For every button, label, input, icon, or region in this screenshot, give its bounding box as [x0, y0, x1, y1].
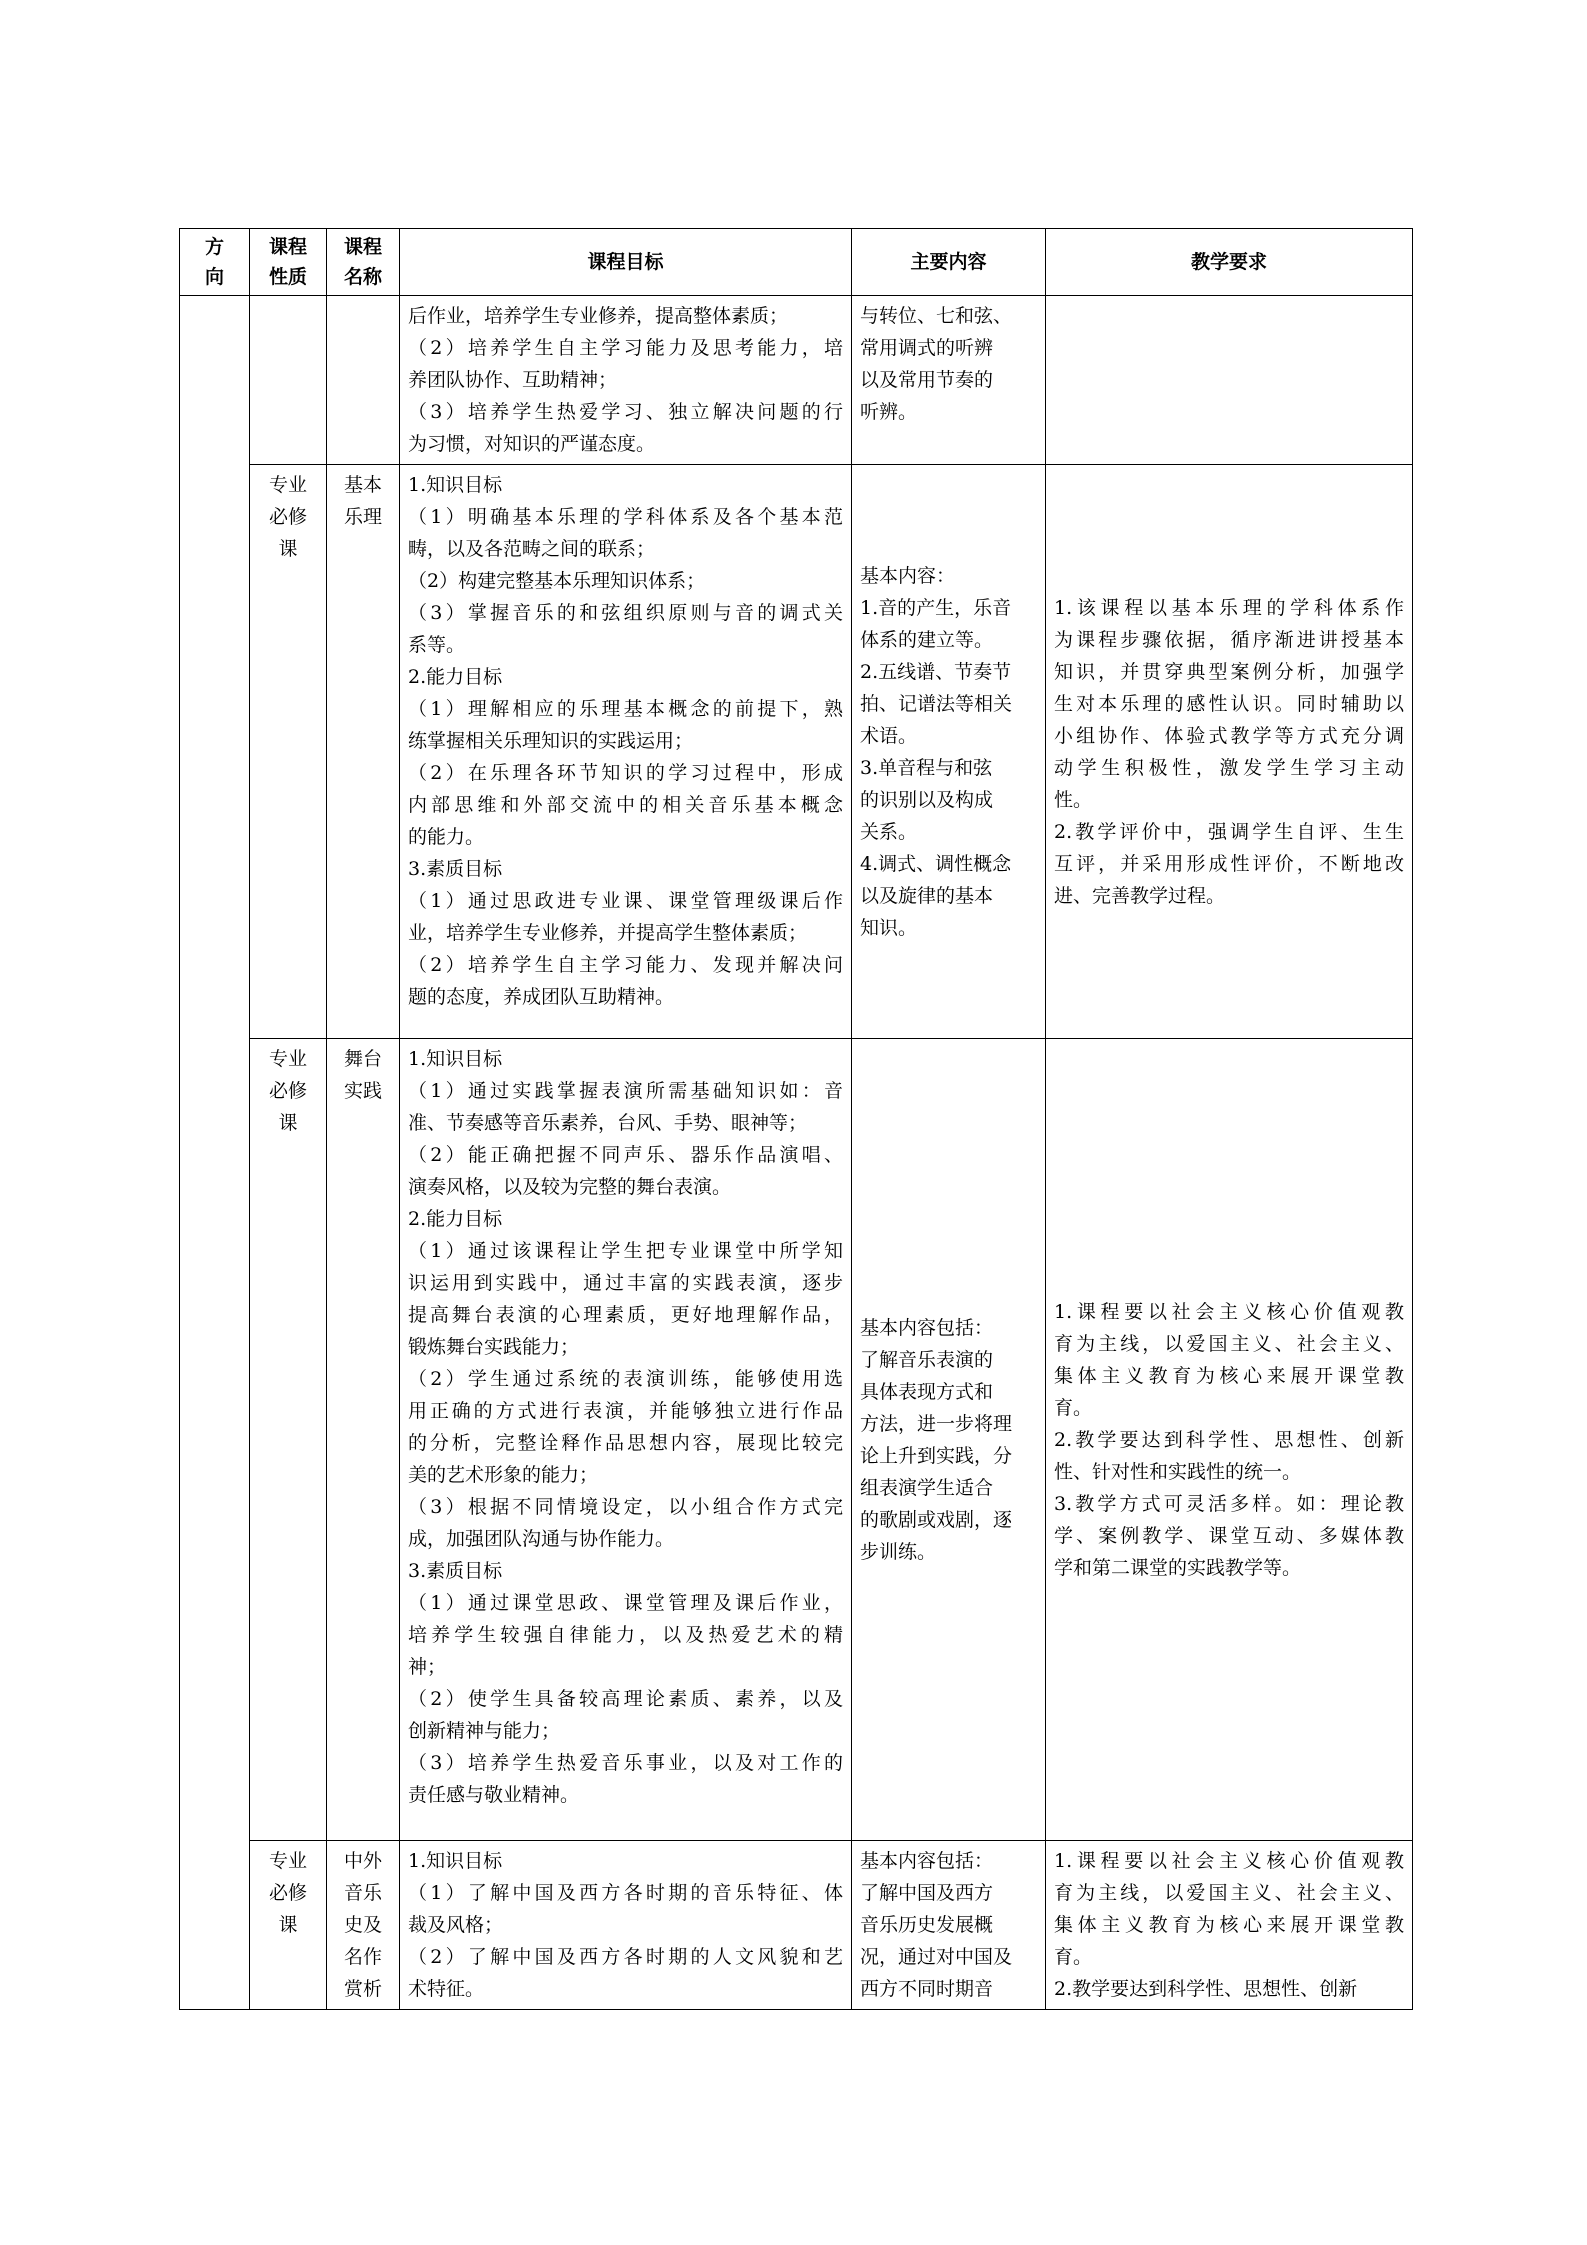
goal-line: 美的艺术形象的能力； — [408, 1464, 599, 1486]
content-line: 以及常用节奏的 — [860, 369, 994, 391]
goal-line: 业，培养学生专业修养，并提高学生整体素质； — [408, 922, 808, 944]
content-line: 知识。 — [860, 916, 918, 939]
header-direction — [180, 229, 250, 296]
content-line: 基本内容包括： — [860, 1316, 994, 1339]
goal-line: （3）根据不同情境设定，以小组合作方式完 — [408, 1496, 843, 1518]
requirement-line: 2.教学评价中，强调学生自评、生生 — [1054, 820, 1404, 843]
nature-line: 课 — [278, 538, 298, 560]
content-line: 与转位、七和弦、 — [860, 305, 1013, 327]
goal-cell — [400, 1841, 852, 2010]
goal-line: 1.知识目标 — [408, 474, 503, 496]
course-name-cell — [327, 1039, 400, 1841]
content-line: 音乐历史发展概 — [860, 1914, 994, 1936]
requirement-cell — [1046, 296, 1413, 465]
requirement-cell — [1046, 465, 1413, 1039]
requirement-line: 为课程步骤依据，循序渐进讲授基本 — [1054, 628, 1404, 651]
requirement-line: 生对本乐理的感性认识。同时辅助以 — [1054, 692, 1404, 715]
goal-line: （1）通过思政进专业课、课堂管理级课后作 — [408, 890, 843, 912]
requirement-line: 性、针对性和实践性的统一。 — [1054, 1460, 1302, 1483]
nature-line: 必修 — [268, 506, 307, 528]
goal-line: 锻炼舞台实践能力； — [408, 1336, 580, 1358]
course-name-cell — [327, 296, 400, 465]
goal-line: 创新精神与能力； — [408, 1720, 561, 1742]
nature-line: 必修 — [268, 1882, 307, 1904]
requirement-line: 2.教学要达到科学性、思想性、创新 — [1054, 1978, 1358, 2000]
content-cell — [852, 465, 1046, 1039]
nature-cell — [250, 296, 327, 465]
header-goal: 课程目标 — [400, 229, 852, 296]
goal-line: 成，加强团队沟通与协作能力。 — [408, 1528, 675, 1550]
goal-line: 责任感与敬业精神。 — [408, 1784, 580, 1806]
header-requirement: 教学要求 — [1046, 229, 1413, 296]
content-line: 3.单音程与和弦 — [860, 756, 993, 779]
requirement-line: 小组协作、体验式教学等方式充分调 — [1054, 724, 1404, 747]
requirement-line: 集体主义教育为核心来展开课堂教 — [1054, 1914, 1404, 1936]
goal-line: 题的态度，养成团队互助精神。 — [408, 986, 675, 1008]
goal-line: 神； — [408, 1656, 447, 1678]
content-line: 步训练。 — [860, 1540, 937, 1563]
goal-line: 后作业，培养学生专业修养，提高整体素质； — [408, 305, 789, 327]
goal-line: 识运用到实践中，通过丰富的实践表演，逐步 — [408, 1272, 843, 1294]
goal-line: 2.能力目标 — [408, 666, 503, 688]
requirement-cell — [1046, 1039, 1413, 1841]
goal-line: （1）明确基本乐理的学科体系及各个基本范 — [408, 506, 843, 528]
requirement-line: 进、完善教学过程。 — [1054, 884, 1226, 907]
header-name-line: 名称 — [343, 266, 382, 288]
goal-line: 为习惯，对知识的严谨态度。 — [408, 433, 656, 455]
content-line: 拍、记谱法等相关 — [860, 692, 1013, 715]
goal-cell — [400, 465, 852, 1039]
requirement-line: 育。 — [1054, 1396, 1093, 1419]
goal-line: 养团队协作、互助精神； — [408, 369, 618, 391]
requirement-line: 1.该课程以基本乐理的学科体系作 — [1054, 596, 1404, 619]
goal-line: （2）构建完整基本乐理知识体系； — [408, 570, 706, 592]
content-line: 基本内容： — [860, 564, 956, 587]
name-line: 赏析 — [343, 1978, 382, 2000]
name-line: 史及 — [343, 1914, 382, 1936]
goal-line: 提高舞台表演的心理素质，更好地理解作品， — [408, 1304, 843, 1326]
goal-line: 内部思维和外部交流中的相关音乐基本概念 — [408, 794, 843, 816]
goal-line: （1）理解相应的乐理基本概念的前提下，熟 — [408, 698, 843, 720]
goal-line: 系等。 — [408, 634, 466, 656]
requirement-line: 集体主义教育为核心来展开课堂教 — [1054, 1364, 1404, 1387]
requirement-line: 3.教学方式可灵活多样。如：理论教 — [1054, 1492, 1404, 1515]
goal-line: 3.素质目标 — [408, 858, 503, 880]
goal-line: 培养学生较强自律能力，以及热爱艺术的精 — [408, 1624, 843, 1646]
header-nature — [250, 229, 327, 296]
content-cell — [852, 296, 1046, 465]
content-line: 听辨。 — [860, 401, 918, 423]
course-name-cell — [327, 1841, 400, 2010]
goal-line: （3）掌握音乐的和弦组织原则与音的调式关 — [408, 602, 843, 624]
goal-line: 准、节奏感等音乐素养，台风、手势、眼神等； — [408, 1112, 808, 1134]
content-line: 4.调式、调性概念 — [860, 852, 1012, 875]
content-cell — [852, 1039, 1046, 1841]
goal-line: （1）通过该课程让学生把专业课堂中所学知 — [408, 1240, 843, 1262]
content-line: 西方不同时期音 — [860, 1978, 994, 2000]
goal-line: （1）了解中国及西方各时期的音乐特征、体 — [408, 1882, 843, 1904]
nature-line: 课 — [278, 1914, 298, 1936]
goal-line: 3.素质目标 — [408, 1560, 503, 1582]
nature-line: 专业 — [268, 474, 307, 496]
content-cell — [852, 1841, 1046, 2010]
requirement-line: 育为主线，以爱国主义、社会主义、 — [1054, 1332, 1404, 1355]
header-row — [180, 229, 1413, 296]
content-line: 的识别以及构成 — [860, 788, 994, 811]
goal-line: 1.知识目标 — [408, 1850, 503, 1872]
name-line: 中外 — [343, 1850, 382, 1872]
requirement-line: 动学生积极性，激发学生学习主动 — [1054, 756, 1404, 779]
goal-line: 术特征。 — [408, 1978, 485, 2000]
goal-line: （1）通过实践掌握表演所需基础知识如：音 — [408, 1080, 843, 1102]
nature-cell — [250, 1039, 327, 1841]
requirement-line: 育为主线，以爱国主义、社会主义、 — [1054, 1882, 1404, 1904]
name-line: 音乐 — [343, 1882, 382, 1904]
goal-line: （2）能正确把握不同声乐、器乐作品演唱、 — [408, 1144, 843, 1166]
goal-line: 练掌握相关乐理知识的实践运用； — [408, 730, 694, 752]
nature-line: 必修 — [268, 1080, 307, 1102]
goal-line: 的分析，完整诠释作品思想内容，展现比较完 — [408, 1432, 843, 1454]
header-nature-line: 性质 — [268, 266, 307, 288]
name-line: 乐理 — [343, 506, 382, 528]
content-line: 体系的建立等。 — [860, 628, 994, 651]
goal-line: 畴，以及各范畴之间的联系； — [408, 538, 656, 560]
goal-line: （1）通过课堂思政、课堂管理及课后作业， — [408, 1592, 843, 1614]
content-line: 论上升到实践，分 — [860, 1444, 1013, 1467]
requirement-line: 学和第二课堂的实践教学等。 — [1054, 1556, 1302, 1579]
goal-line: （3）培养学生热爱音乐事业，以及对工作的 — [408, 1752, 843, 1774]
header-direction-line: 方 — [204, 236, 224, 258]
goal-line: 演奏风格，以及较为完整的舞台表演。 — [408, 1176, 732, 1198]
requirement-line: 2.教学要达到科学性、思想性、创新 — [1054, 1428, 1404, 1451]
header-nature-line: 课程 — [268, 236, 307, 258]
name-line: 实践 — [343, 1080, 382, 1102]
curriculum-table — [179, 228, 1413, 2010]
content-line: 了解中国及西方 — [860, 1882, 994, 1904]
goal-line: （2）了解中国及西方各时期的人文风貌和艺 — [408, 1946, 843, 1968]
content-line: 术语。 — [860, 724, 918, 747]
header-content: 主要内容 — [852, 229, 1046, 296]
content-line: 以及旋律的基本 — [860, 884, 994, 907]
requirement-line: 育。 — [1054, 1946, 1093, 1968]
goal-line: 2.能力目标 — [408, 1208, 503, 1230]
name-line: 名作 — [343, 1946, 382, 1968]
requirement-line: 互评，并采用形成性评价，不断地改 — [1054, 852, 1404, 875]
goal-line: 裁及风格； — [408, 1914, 504, 1936]
content-line: 1.音的产生，乐音 — [860, 596, 1012, 619]
goal-line: 用正确的方式进行表演，并能够独立进行作品 — [408, 1400, 843, 1422]
goal-line: （2）在乐理各环节知识的学习过程中，形成 — [408, 762, 843, 784]
requirement-line: 性。 — [1054, 788, 1093, 811]
requirement-line: 1.课程要以社会主义核心价值观教 — [1054, 1850, 1404, 1872]
content-line: 基本内容包括： — [860, 1850, 994, 1872]
content-line: 具体表现方式和 — [860, 1380, 994, 1403]
content-line: 常用调式的听辨 — [860, 337, 994, 359]
header-name-line: 课程 — [343, 236, 382, 258]
nature-line: 专业 — [268, 1048, 307, 1070]
content-line: 2.五线谱、节奏节 — [860, 660, 1012, 683]
goal-line: （2）使学生具备较高理论素质、素养，以及 — [408, 1688, 843, 1710]
requirement-cell — [1046, 1841, 1413, 2010]
goal-cell — [400, 1039, 852, 1841]
requirement-line: 知识，并贯穿典型案例分析，加强学 — [1054, 660, 1404, 683]
goal-line: （2）学生通过系统的表演训练，能够使用选 — [408, 1368, 843, 1390]
goal-line: （2）培养学生自主学习能力及思考能力，培 — [408, 337, 843, 359]
content-line: 方法，进一步将理 — [860, 1412, 1013, 1435]
header-name — [327, 229, 400, 296]
name-line: 基本 — [343, 474, 382, 496]
content-line: 况，通过对中国及 — [860, 1946, 1013, 1968]
nature-cell — [250, 1841, 327, 2010]
table-row — [180, 465, 1413, 1039]
table-row — [180, 1841, 1413, 2010]
header-direction-line: 向 — [204, 266, 224, 288]
content-line: 组表演学生适合 — [860, 1476, 994, 1499]
table-row — [180, 1039, 1413, 1841]
name-line: 舞台 — [343, 1048, 382, 1070]
goal-cell — [400, 296, 852, 465]
nature-line: 专业 — [268, 1850, 307, 1872]
table-row — [180, 296, 1413, 465]
goal-line: （2）培养学生自主学习能力、发现并解决问 — [408, 954, 843, 976]
goal-line: （3）培养学生热爱学习、独立解决问题的行 — [408, 401, 843, 423]
content-line: 了解音乐表演的 — [860, 1348, 994, 1371]
content-line: 的歌剧或戏剧，逐 — [860, 1508, 1013, 1531]
nature-cell — [250, 465, 327, 1039]
goal-line: 1.知识目标 — [408, 1048, 503, 1070]
course-name-cell — [327, 465, 400, 1039]
requirement-line: 学、案例教学、课堂互动、多媒体教 — [1054, 1524, 1404, 1547]
requirement-line: 1.课程要以社会主义核心价值观教 — [1054, 1300, 1404, 1323]
goal-line: 的能力。 — [408, 826, 485, 848]
nature-line: 课 — [278, 1112, 298, 1134]
content-line: 关系。 — [860, 820, 918, 843]
direction-cell — [180, 296, 250, 2010]
